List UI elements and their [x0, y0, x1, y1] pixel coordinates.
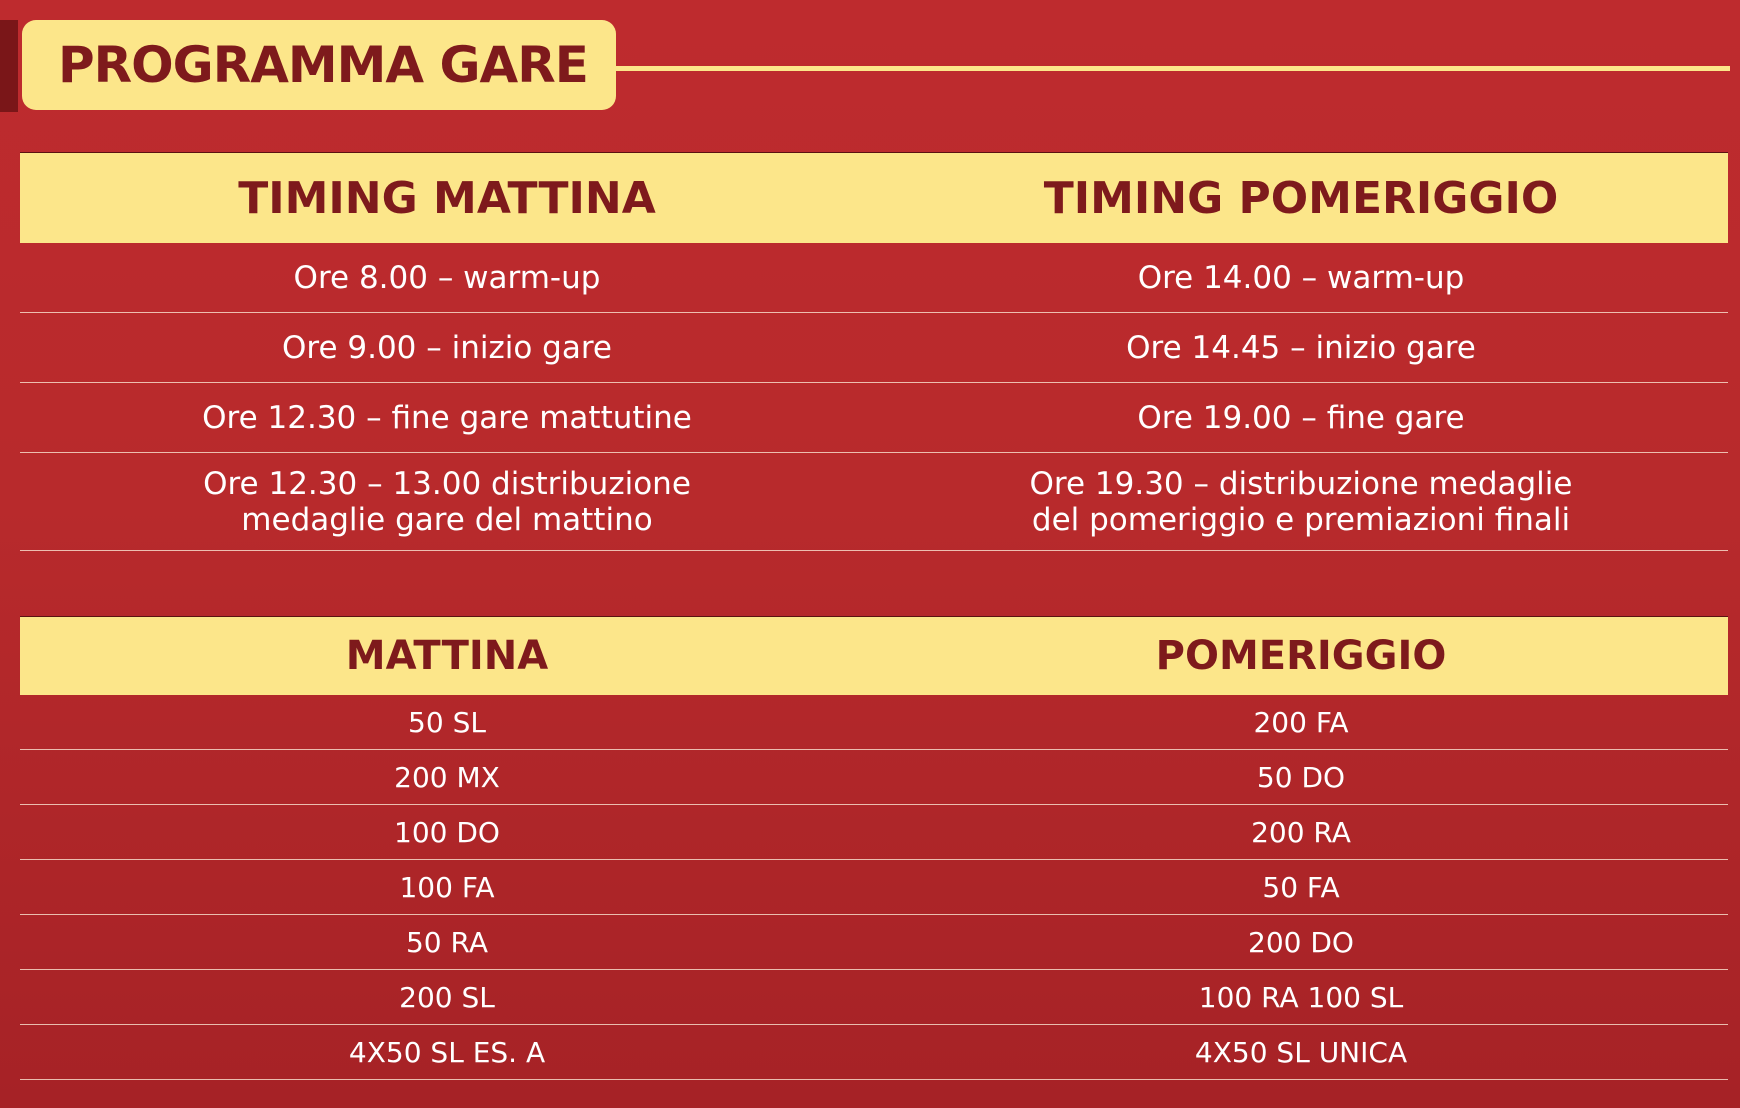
timing-cell-morning: Ore 8.00 – warm-up [293, 259, 601, 296]
timing-cell-afternoon: Ore 14.45 – inizio gare [1126, 329, 1476, 366]
event-cell-afternoon: 50 FA [1262, 870, 1340, 904]
event-cell-afternoon: 200 FA [1253, 705, 1349, 739]
events-table-header [20, 616, 1728, 695]
event-cell-morning: 4X50 SL ES. A [348, 1035, 546, 1069]
table-row [20, 383, 1728, 453]
event-cell-morning: 100 FA [399, 870, 495, 904]
timing-cell-afternoon: Ore 19.00 – fine gare [1137, 399, 1465, 436]
event-cell-afternoon: 200 RA [1251, 815, 1351, 849]
event-cell-afternoon: 4X50 SL UNICA [1194, 1035, 1408, 1069]
timing-cell-morning: Ore 12.30 – 13.00 distribuzione medaglie gare del mattino [203, 465, 691, 538]
events-header-morning: MATTINA [345, 633, 549, 679]
timing-cell-afternoon: Ore 14.00 – warm-up [1137, 259, 1465, 296]
table-row [20, 860, 1728, 915]
table-row [20, 970, 1728, 1025]
events-table [20, 616, 1728, 1080]
table-row [20, 313, 1728, 383]
table-row [20, 915, 1728, 970]
event-cell-morning: 50 SL [408, 705, 486, 739]
title-badge [22, 20, 616, 110]
title-rule [616, 66, 1730, 71]
edge-accent [0, 20, 18, 112]
table-row [20, 750, 1728, 805]
table-row [20, 243, 1728, 313]
timing-table [20, 152, 1728, 551]
event-cell-morning: 50 RA [405, 925, 488, 959]
table-row [20, 805, 1728, 860]
table-row [20, 453, 1728, 551]
event-cell-morning: 200 SL [399, 980, 495, 1014]
timing-cell-afternoon: Ore 19.30 – distribuzione medaglie del pomeriggio e premiazioni finali [1029, 465, 1573, 538]
page-title: PROGRAMMA GARE [58, 36, 588, 94]
timing-header-morning: TIMING MATTINA [238, 172, 656, 224]
table-row [20, 695, 1728, 750]
timing-table-header [20, 152, 1728, 243]
event-cell-afternoon: 100 RA 100 SL [1198, 980, 1404, 1014]
event-cell-afternoon: 50 DO [1256, 760, 1346, 794]
timing-header-afternoon: TIMING POMERIGGIO [1043, 172, 1559, 224]
event-cell-morning: 200 MX [394, 760, 500, 794]
event-cell-afternoon: 200 DO [1248, 925, 1354, 959]
timing-cell-morning: Ore 9.00 – inizio gare [281, 329, 612, 366]
events-header-afternoon: POMERIGGIO [1155, 633, 1447, 679]
table-row [20, 1025, 1728, 1080]
event-cell-morning: 100 DO [394, 815, 500, 849]
timing-cell-morning: Ore 12.30 – fine gare mattutine [202, 399, 692, 436]
